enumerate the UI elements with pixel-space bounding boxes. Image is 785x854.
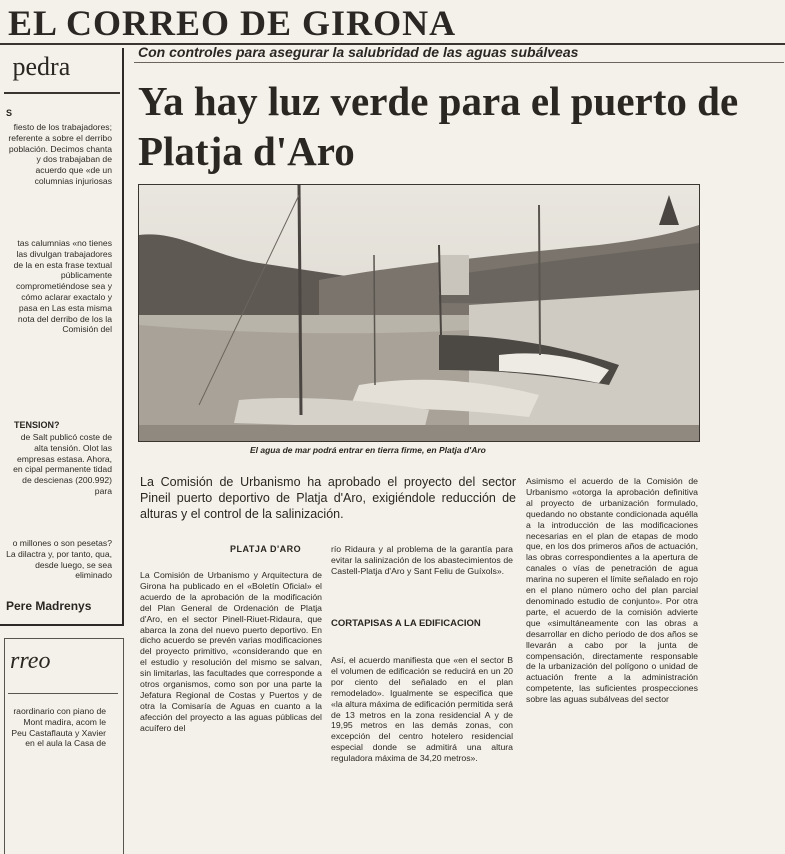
section-heading: CORTAPISAS A LA EDIFICACION [331,618,481,629]
left-column-paragraph: tas calumnias «no tienes las divulgan trabajadores de la en esta frase textual públicamente comprometiéndose sea y cómo aclarar exactalo y pasa en Las esta misma nota del derribo de los la Comisión del [13,238,112,335]
left-column-lower-title: rreo [10,648,51,674]
article-column-3: Asimismo el acuerdo de la Comisión de Urbanismo «otorga la aprobación definitiva al proyecto de urbanización formulado, quedando no obstante condicionada aquélla a la introducción de las modificaciones necesarias en el plan de etapas de modo que, en los dos primeros años de actuación, las obras correspondientes a la apertura de canales o vías de penetración de agua marina no superen el límite señalado en rojo en el plano número ocho del plan parcial denominado estudio de conjunto». Por otra parte, el acuerdo de la comisión advierte que «simultáneamente con las obras a desarrollar en dicho periodo de dos años se llevarán a cabo por la junta de compensación, directamente responsable de la urbanización del polígono o unidad de actuación frente a la administración competente, las suficientes prospecciones sobre las aguas subálveas del sector [526,476,698,705]
photo-caption: El agua de mar podrá entrar en tierra firme, en Platja d'Aro [250,445,486,455]
left-column-author: Pere Madrenys [6,599,92,613]
left-column-paragraph: fiesto de los trabajadores; referente a sobre el derribo población. Decimos chanta y dos trabajaban de acuerdo que «de un columnias injuriosas [8,122,112,186]
article-column-2: Así, el acuerdo manifiesta que «en el sector B el volumen de edificación se reducirá en un 20 por ciento del señalado en el plan remodelado». Igualmente se especifica que «la altura máxima de edificación permitida será de 13 metros en la zona residencial A y de 19,95 metros en las demás zonas, con excepción del centro hotelero residencial especial donde se admitirá una altura reguladora máxima de 34,20 metros». [331,655,513,764]
harbor-photo-image [139,185,699,441]
lead-paragraph: La Comisión de Urbanismo ha aprobado el proyecto del sector Pineil puerto deportivo de Platja d'Aro, exigiéndole reducción de alturas y el control de la salinización. [140,475,516,521]
article-column-2-top: río Ridaura y al problema de la garantía para evitar la salinización de los abastecimientos de Castell-Platja d'Aro y Sant Feliu de Guíxols». [331,544,513,576]
left-column-paragraph: o millones o son pesetas? La dilactra y, por tanto, qua, desde luego, se sea eliminado [6,538,112,581]
article-column-1: La Comisión de Urbanismo y Arquitectura de Girona ha publicado en el «Boletín Oficial» el acuerdo de la aprobación de la modificación del Plan General de Ordenación de Platja d'Aro, en el sector Pinell-Riuet-Ridaura, que abarca la zona del nuevo puerto deportivo. En dicho acuerdo se prevén varias modificaciones del proyecto primitivo, «considerando que en el estudio y resolución del mismo se salvan, sin limitarlas, las facultades que corresponde a otros organismos, como son por una parte la Jefatura Regional de Costas y Puertos y de otra la Comisaría de Aguas en cuanto a la afección del proyecto a las aguas públicas del acuífero del [140,570,322,733]
subheadline-rule [134,62,784,63]
left-column-subheading: TENSION? [14,420,60,430]
dateline: PLATJA D'ARO [230,544,302,554]
left-column-title-rule [4,92,120,94]
subheadline: Con controles para asegurar la salubridad de las aguas subálveas [138,44,579,60]
masthead: EL CORREO DE GIRONA [8,3,457,43]
headline: Ya hay luz verde para el puerto de Platja d'Aro [138,78,739,174]
left-column-lower-rule [8,693,118,694]
left-column-paragraph: raordinario con piano de Mont madira, acom le Peu Castaflauta y Xavier en el aula la Casa de [11,706,106,749]
left-column-title: pedra [12,52,71,81]
article-photo [138,184,700,442]
left-column-section-letter: S [6,108,13,118]
left-column-paragraph: de Salt publicó coste de alta tensión. Olot las empresas estasa. Ahora, en cipal permanente tidad de descienas (200.992) para [13,432,112,496]
